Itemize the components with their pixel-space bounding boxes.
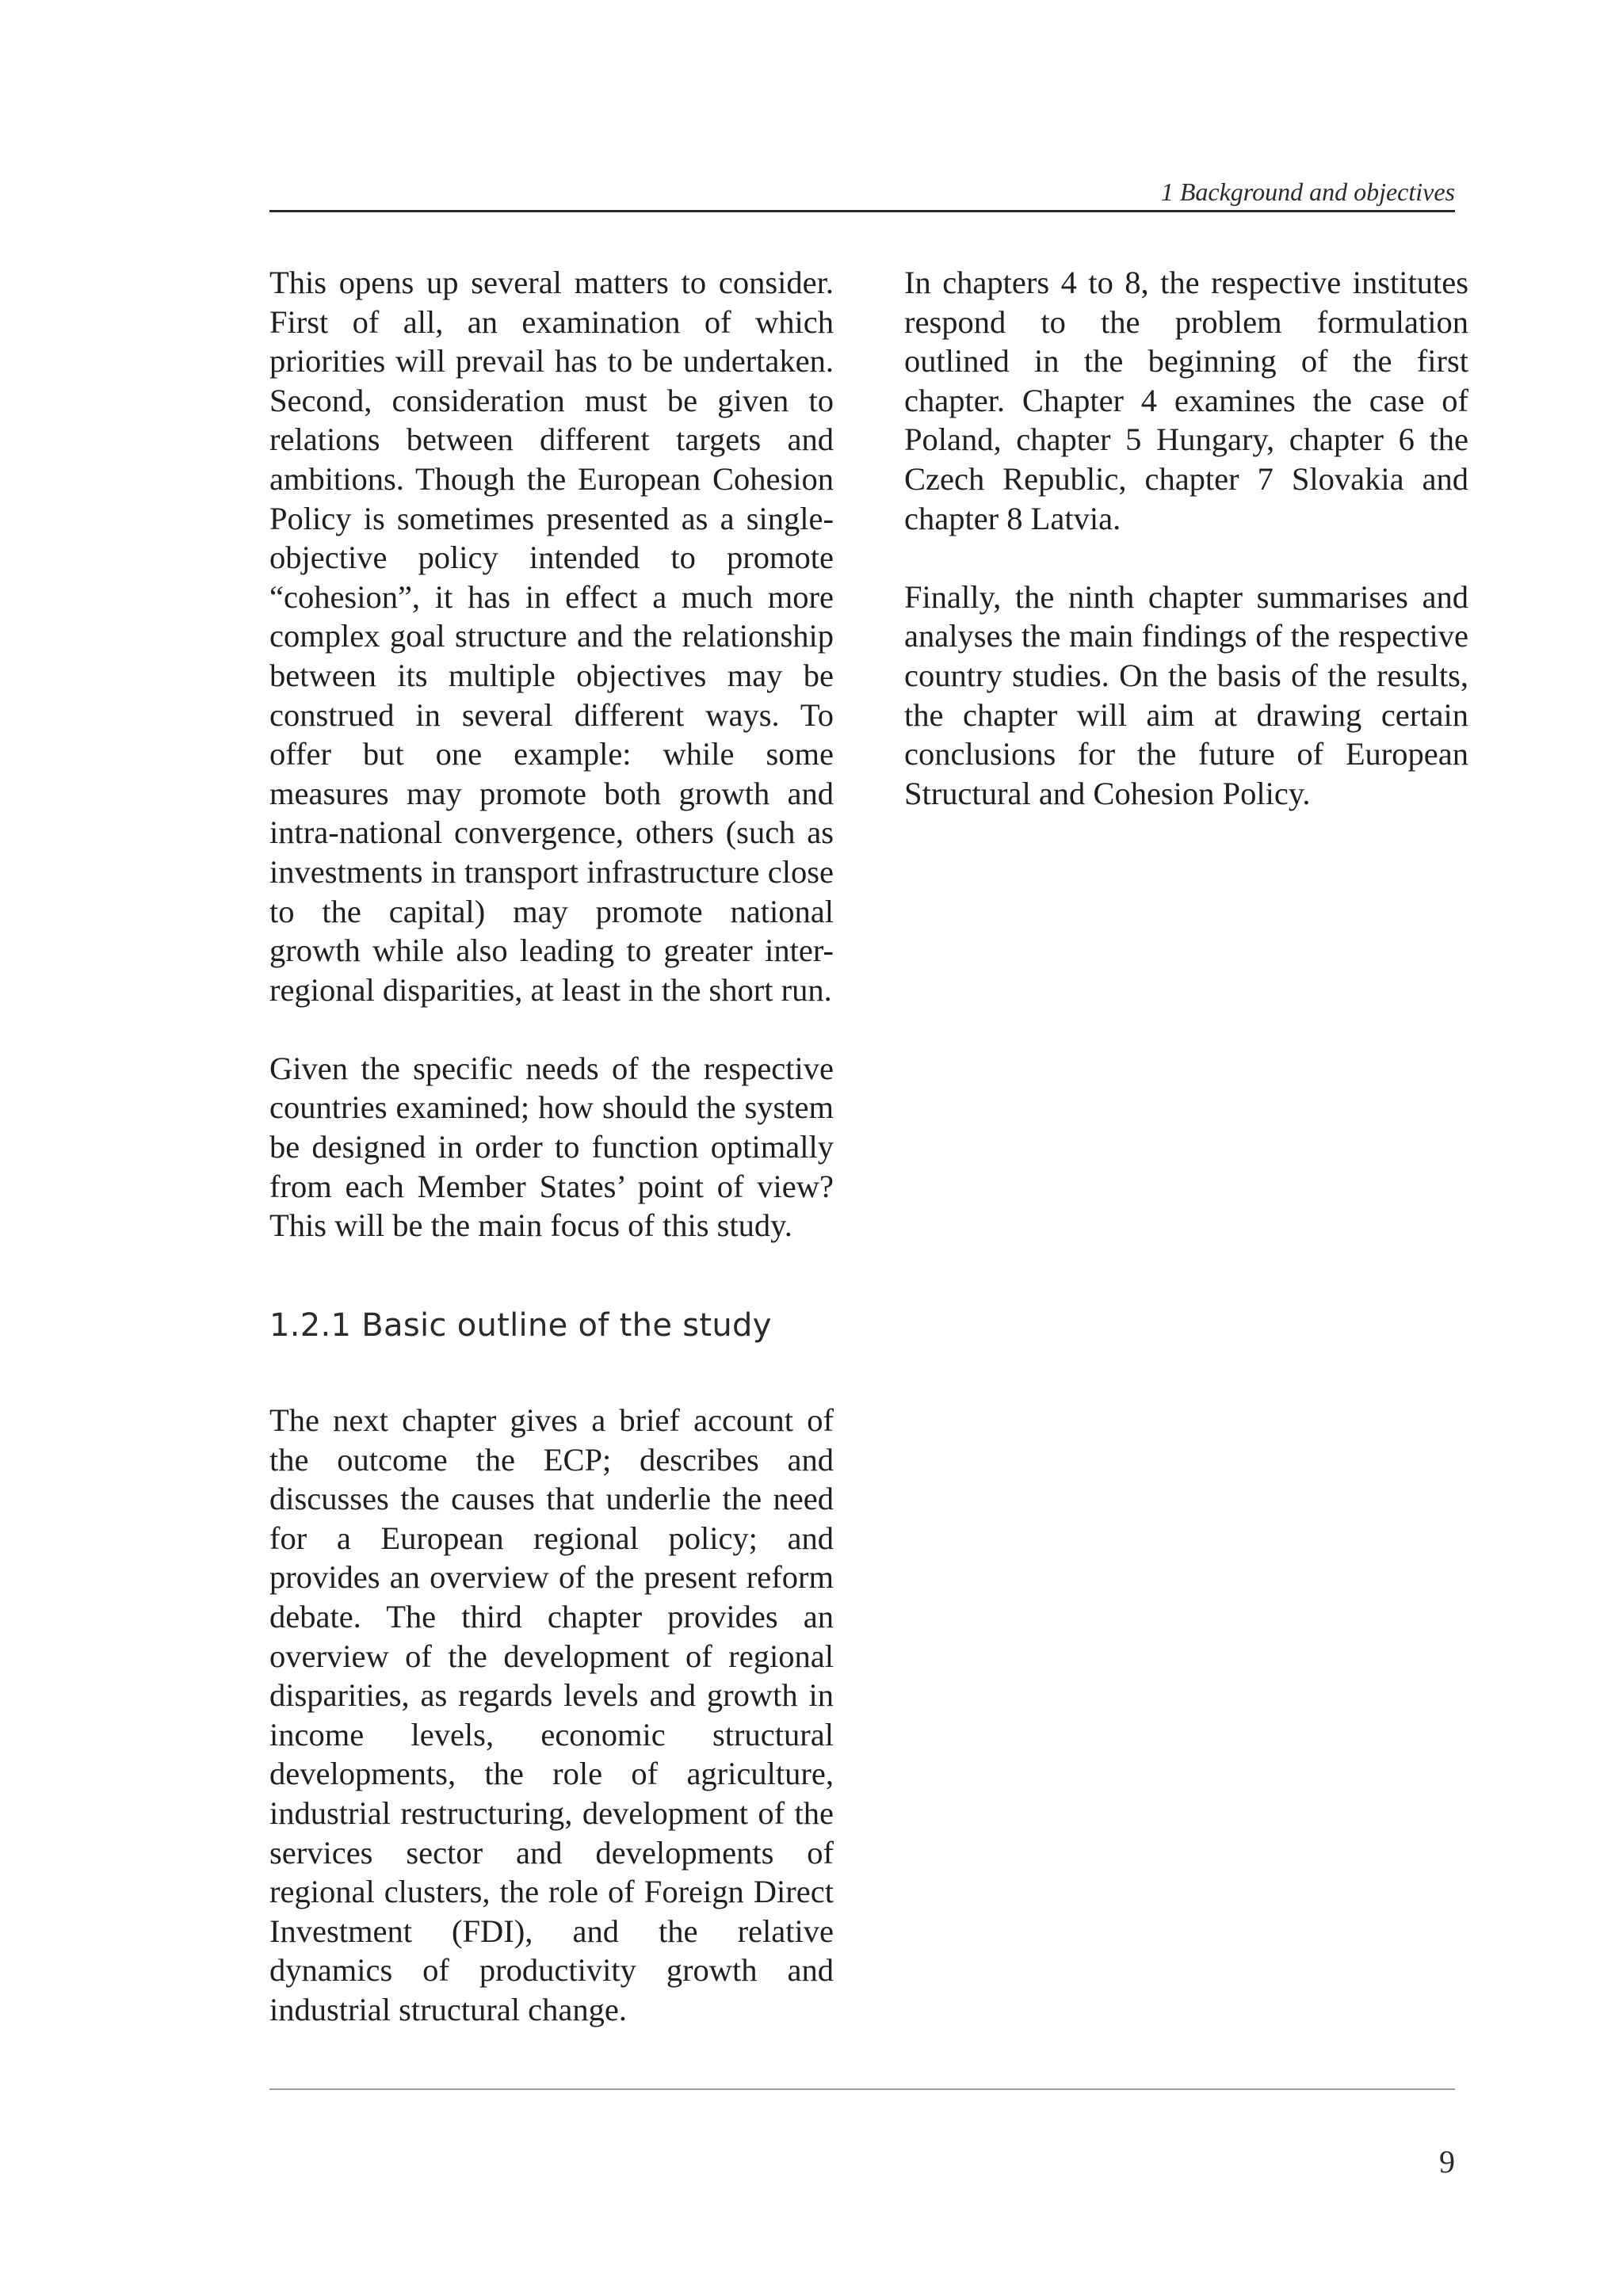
body-paragraph: Given the specific needs of the respective countries examined; how should the system be designed in order to function optimally from each Member States’ point of view? This will be the main focus of this study. [269, 1050, 834, 1244]
body-paragraph: Finally, the ninth chapter summarises and analyses the main findings of the respective country studies. On the basis of the results, the chapter will aim at drawing certain conclusions for the future of European Structural and Cohesion Policy. [904, 578, 1468, 811]
running-header-title: 1 Background and objectives [1160, 177, 1455, 206]
section-heading: 1.2.1 Basic outline of the study [269, 1307, 772, 1344]
page-number: 9 [1439, 2144, 1455, 2180]
left-column [269, 263, 834, 1245]
footer-rule [269, 2088, 1455, 2090]
body-paragraph: In chapters 4 to 8, the respective institutes respond to the problem formulation outlined in the beginning of the first chapter. Chapter 4 examines the case of Poland, chapter 5 Hungary, chapter 6 the Czech Republic, chapter 7 Slovakia and chapter 8 Latvia. [904, 265, 1468, 536]
body-paragraph: The next chapter gives a brief account of the outcome the ECP; describes and discusses the causes that underlie the need for a European regional policy; and provides an overview of the present reform debate. The third chapter provides an overview of the development of regional disparities, as regards levels and growth in income levels, economic structural developments, the role of agriculture, industrial restructuring, development of the services sector and developments of regional clusters, the role of Foreign Direct Investment (FDI), and the relative dynamics of productivity growth and industrial structural change. [269, 1402, 834, 2027]
section-body [269, 1401, 834, 2030]
header-rule [269, 210, 1455, 212]
right-column [904, 263, 1468, 813]
body-paragraph: This opens up several matters to consider. First of all, an examination of which priorities will prevail has to be undertaken. Second, consideration must be given to relations between different targets and ambitions. Though the European Cohesion Policy is sometimes presented as a single-objective policy intended to promote “cohesion”, it has in effect a much more complex goal structure and the relationship between its multiple objectives may be construed in several different ways. To offer but one example: while some measures may promote both growth and intra-national convergence, others (such as investments in transport infrastructure close to the capital) may promote national growth while also leading to greater inter-regional disparities, at least in the short run. [269, 265, 834, 1008]
